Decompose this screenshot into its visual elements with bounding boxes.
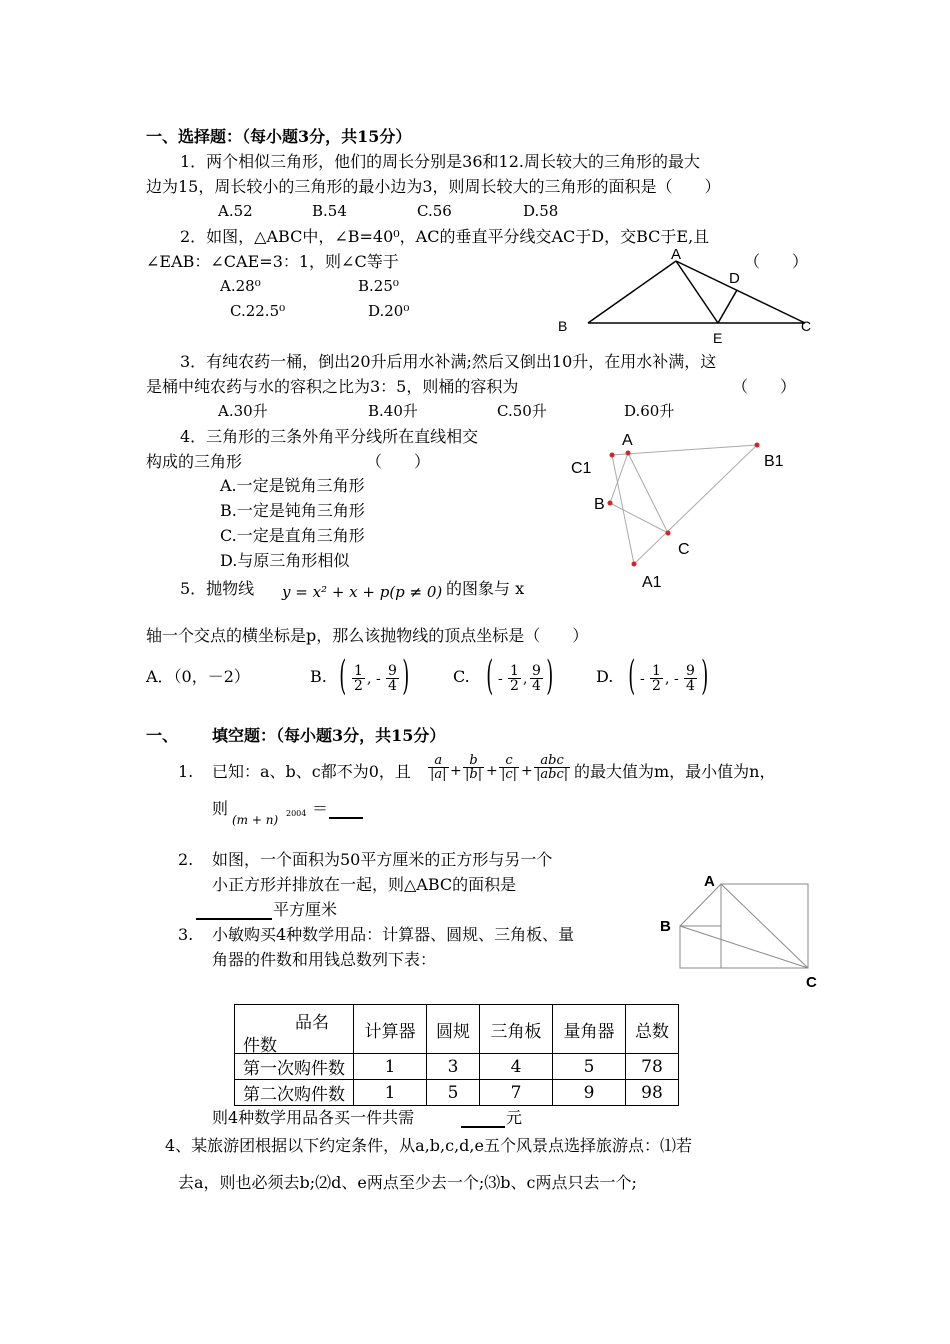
q5-option-b-minus: - <box>376 671 381 687</box>
q5-option-d-frac-y: $\frac{9}{4}$ <box>686 663 695 694</box>
s2q3-line1: 小敏购买4种数学用品：计算器、圆规、三角板、量 <box>212 925 575 944</box>
q5-option-c-comma: , <box>523 671 528 687</box>
q2-option-c: C.22.5⁰ <box>230 302 286 320</box>
q4-side-bc <box>610 503 668 533</box>
q5-option-b-left-paren: ( <box>339 653 347 699</box>
s2q1-expr: (m + n) <box>232 813 279 827</box>
s2q3-line2: 角器的件数和用钱总数列下表： <box>212 950 437 969</box>
q4-bracket: （ ） <box>366 452 431 471</box>
q1-line1: 1．两个相似三角形，他们的周长分别是36和12.周长较大的三角形的最大 <box>180 152 700 171</box>
q4-option-a: A.一定是锐角三角形 <box>220 476 365 495</box>
s2q2-large-square <box>721 884 808 968</box>
s2q1-frac-a: $\frac{a}{|a|}$ <box>430 753 447 782</box>
table-header-total: 总数 <box>626 1005 679 1054</box>
q1-option-d: D.58 <box>523 202 559 220</box>
table-corner-bottom: 件数 <box>243 1036 277 1056</box>
q5-option-b-label: B. <box>310 667 327 686</box>
q5-option-b-right-paren: ) <box>402 653 410 699</box>
q2-segment-de <box>718 290 737 323</box>
q4-line-c1-b1 <box>612 445 757 455</box>
q5-suffix: 的图象与 x <box>446 579 525 598</box>
q4-label-b1: B1 <box>764 453 784 470</box>
table-cell: 1 <box>354 1054 427 1080</box>
s2q4-line2: 去a，则也必须去b;⑵d、e两点至少去一个;⑶b、c两点只去一个; <box>178 1173 637 1192</box>
q2-option-b: B.25⁰ <box>358 277 399 295</box>
s2q3-purchase-table <box>234 1004 679 1106</box>
s2q1-plus-1: + <box>450 763 462 779</box>
s2q2-line2: 小正方形并排放在一起，则△ABC的面积是 <box>212 875 517 894</box>
q5-option-a: A．（0，－2） <box>146 667 250 686</box>
table-cell: 4 <box>480 1054 553 1080</box>
s2q1-answer-blank[interactable] <box>329 800 363 823</box>
q2-side-ab <box>588 261 676 323</box>
q2-option-d: D.20⁰ <box>368 302 410 320</box>
s2q2-label-b: B <box>660 918 671 935</box>
q4-point-b1 <box>755 443 760 448</box>
table-corner-cell <box>235 1005 354 1054</box>
q5-option-c-frac-x: $\frac{1}{2}$ <box>510 663 519 694</box>
q5-option-c-minus: - <box>498 671 503 687</box>
s2q1-prefix: 已知：a、b、c都不为0，且 <box>212 762 411 781</box>
s2q1-plus-3: + <box>521 763 533 779</box>
q2-label-d: D <box>729 270 740 287</box>
table-header-protractor: 量角器 <box>553 1005 626 1054</box>
q2-line2: ∠EAB：∠CAE=3：1，则∠C等于 <box>146 252 399 271</box>
q3-option-b: B.40升 <box>368 402 418 420</box>
s2q2-answer-blank[interactable] <box>196 901 272 924</box>
s2q2-label-c: C <box>806 974 817 991</box>
q2-label-a: A <box>671 246 682 263</box>
s2q2-number: 2. <box>178 850 194 869</box>
s2q3-after-prefix: 则4种数学用品各买一件共需 <box>212 1108 415 1127</box>
q3-option-c: C.50升 <box>497 402 547 420</box>
q4-side-ca <box>628 453 668 533</box>
table-header-calculator: 计算器 <box>354 1005 427 1054</box>
q2-label-b: B <box>558 318 568 334</box>
s2q2-line3: 平方厘米 <box>273 900 338 919</box>
table-cell: 5 <box>553 1054 626 1080</box>
section2-heading: 填空题：（每小题3分，共15分） <box>212 726 446 745</box>
s2q1-plus-2: + <box>486 763 498 779</box>
q4-line2: 构成的三角形 <box>146 452 243 471</box>
q2-option-a: A.28⁰ <box>220 277 261 295</box>
q5-option-d-minus-y: - <box>674 671 679 687</box>
s2q2-line1: 如图，一个面积为50平方厘米的正方形与另一个 <box>212 850 553 869</box>
q5-line2: 轴一个交点的横坐标是p，那么该抛物线的顶点坐标是（ ） <box>146 626 589 645</box>
q5-option-d-left-paren: ( <box>628 653 636 699</box>
q2-label-e: E <box>713 330 723 346</box>
q4-option-d: D.与原三角形相似 <box>220 551 350 570</box>
s2q1-frac-abc: abc |abc| <box>536 753 569 782</box>
q4-point-a1 <box>632 562 637 567</box>
q5-option-c-right-paren: ) <box>546 653 554 699</box>
table-corner-top: 品名 <box>295 1013 329 1033</box>
q5-option-b-frac-x: $\frac{1}{2}$ <box>354 663 363 694</box>
q4-option-c: C.一定是直角三角形 <box>220 526 365 545</box>
q1-option-b: B.54 <box>312 202 347 220</box>
table-cell: 78 <box>626 1054 679 1080</box>
q4-line-a1-c1 <box>612 455 634 564</box>
s2q3-after-suffix: 元 <box>506 1108 523 1127</box>
s2q1-then: 则 <box>212 799 229 818</box>
table-row-label: 第一次购件数 <box>235 1054 354 1080</box>
table-row <box>235 1080 679 1106</box>
s2q1-frac-c: $\frac{c}{|c|}$ <box>501 753 518 782</box>
q4-point-a <box>626 451 631 456</box>
s2q2-segment-bc <box>680 926 808 968</box>
table-cell: 98 <box>626 1080 679 1106</box>
q5-option-d-frac-x: $\frac{1}{2}$ <box>652 663 661 694</box>
section1-heading: 一、选择题：（每小题3分，共15分） <box>146 127 412 146</box>
q5-option-d-right-paren: ) <box>701 653 709 699</box>
s2q1-equals: ＝ <box>312 799 329 818</box>
q4-label-c1: C1 <box>571 460 592 477</box>
q3-bracket: （ ） <box>732 377 797 396</box>
q4-label-c: C <box>678 541 690 558</box>
q5-prefix: 5．抛物线 <box>180 579 255 598</box>
s2q1-suffix: 的最大值为m，最小值为n， <box>574 762 776 781</box>
q4-label-a1: A1 <box>642 574 662 591</box>
q4-label-a: A <box>622 432 633 449</box>
q2-bracket: （ ） <box>744 252 809 271</box>
s2q2-segment-ac <box>721 884 808 968</box>
table-cell: 3 <box>427 1054 480 1080</box>
q4-line-b1-a1 <box>634 445 757 564</box>
table-cell: 9 <box>553 1080 626 1106</box>
q2-label-c: C <box>801 318 812 334</box>
q5-formula: y = x² + x + p(p ≠ 0) <box>282 583 443 601</box>
table-cell: 5 <box>427 1080 480 1106</box>
q2-line1: 2．如图，△ABC中，∠B=40⁰，AC的垂直平分线交AC于D，交BC于E,且 <box>180 227 710 246</box>
q1-line2: 边为15，周长较小的三角形的最小边为3，则周长较大的三角形的面积是（ ） <box>146 177 721 196</box>
q4-point-c1 <box>610 453 615 458</box>
table-cell: 7 <box>480 1080 553 1106</box>
q5-option-c-frac-y: $\frac{9}{4}$ <box>532 663 541 694</box>
section2-heading-number: 一、 <box>146 726 179 745</box>
q5-option-d-minus-x: - <box>640 671 645 687</box>
q4-side-ab <box>610 453 628 503</box>
s2q1-exponent: 2004 <box>286 809 307 818</box>
q4-label-b: B <box>594 496 605 513</box>
table-header-triangle: 三角板 <box>480 1005 553 1054</box>
q4-point-b <box>608 501 613 506</box>
q4-line1: 4．三角形的三条外角平分线所在直线相交 <box>180 427 479 446</box>
q5-option-c-left-paren: ( <box>486 653 494 699</box>
q5-option-b-frac-y: $\frac{9}{4}$ <box>388 663 397 694</box>
table-header-compass: 圆规 <box>427 1005 480 1054</box>
s2q1-frac-b: $\frac{b}{|b|}$ <box>465 753 483 782</box>
q5-option-d-label: D. <box>596 667 614 686</box>
q4-option-b: B.一定是钝角三角形 <box>220 501 365 520</box>
table-row-label: 第二次购件数 <box>235 1080 354 1106</box>
q1-option-a: A.52 <box>218 202 253 220</box>
s2q1-number: 1. <box>178 762 194 781</box>
q5-option-d-comma: , <box>665 671 670 687</box>
q1-option-c: C.56 <box>417 202 452 220</box>
q5-option-b-comma: , <box>367 671 372 687</box>
q5-option-c-label: C. <box>453 667 470 686</box>
q3-option-a: A.30升 <box>218 402 268 420</box>
q3-line2: 是桶中纯农药与水的容积之比为3：5，则桶的容积为 <box>146 377 519 396</box>
s2q4-line1: 4、某旅游团根据以下约定条件，从a,b,c,d,e五个风景点选择旅游点：⑴若 <box>165 1136 692 1155</box>
table-header-row <box>235 1005 679 1054</box>
table-cell: 1 <box>354 1080 427 1106</box>
q3-option-d: D.60升 <box>624 402 675 420</box>
q3-line1: 3．有纯农药一桶，倒出20升后用水补满;然后又倒出10升，在用水补满，这 <box>180 352 717 371</box>
s2q3-answer-blank[interactable] <box>461 1109 505 1132</box>
s2q2-segment-ab <box>680 884 721 926</box>
s2q3-number: 3. <box>178 925 194 944</box>
s2q2-small-square <box>680 926 721 968</box>
q4-point-c <box>666 531 671 536</box>
table-row <box>235 1054 679 1080</box>
s2q2-label-a: A <box>704 873 715 890</box>
q2-segment-ae <box>676 261 718 323</box>
